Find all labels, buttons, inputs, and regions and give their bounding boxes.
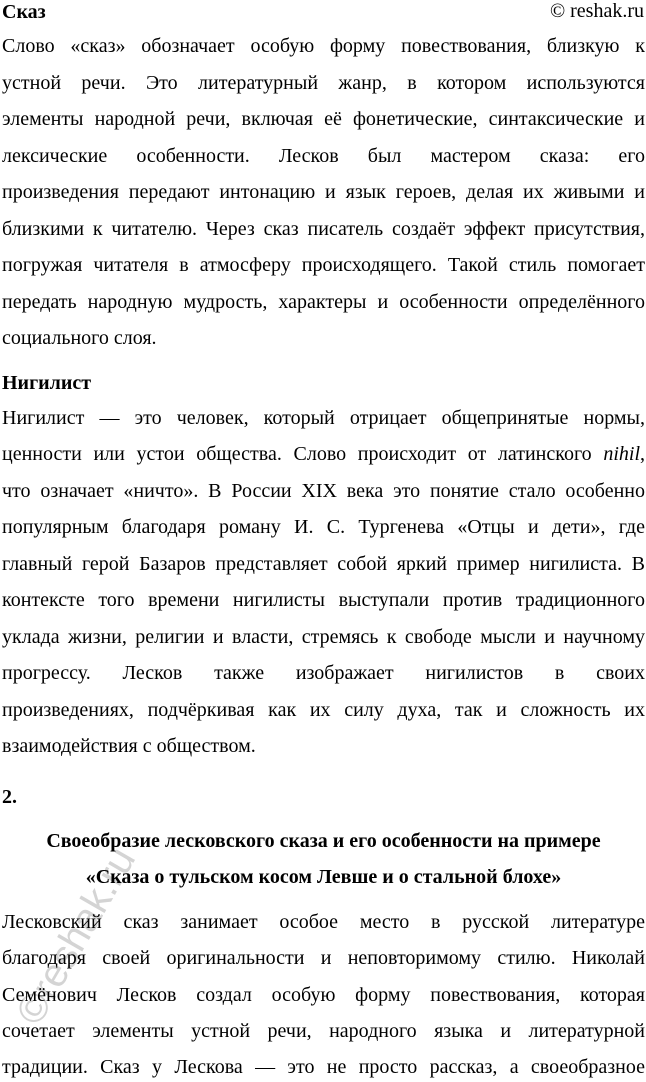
text-line: сочетает элементы устной речи, народного языка и литературной: [2, 1020, 645, 1042]
text-line: элементы народной речи, включая её фонетические, синтаксические и: [2, 108, 645, 130]
text-line: Слово «сказ» обозначает особую форму повествования, близкую к: [2, 35, 645, 57]
watermark: ©reshak.ru: [8, 840, 145, 1032]
text-line: погружая читателя в атмосферу происходящего. Такой стиль помогает: [2, 254, 645, 276]
copyright-notice: © reshak.ru: [549, 0, 644, 22]
section-heading-line: «Сказа о тульском косом Левше и о стальной блохе»: [85, 866, 562, 888]
text-line: произведениях, подчёркивая как их силу духа, так и сложность их: [2, 699, 645, 721]
section-number: 2.: [2, 786, 17, 808]
section-heading-line: Своеобразие лесковского сказа и его особенности на примере: [46, 830, 601, 852]
text-line: Нигилист — это человек, который отрицает общепринятые нормы,: [2, 407, 645, 429]
text-line: лексические особенности. Лесков был мастером сказа: его: [2, 145, 645, 167]
text-line: традиции. Сказ у Лескова — это не просто рассказ, а своеобразное: [2, 1056, 645, 1078]
text-line: близкими к читателю. Через сказ писатель создаёт эффект присутствия,: [2, 218, 645, 240]
text-line: уклада жизни, религии и власти, стремясь к свободе мысли и научному: [2, 626, 645, 648]
text-line: произведения передают интонацию и язык героев, делая их живыми и: [2, 181, 645, 203]
text-segment: ,: [640, 443, 645, 465]
text-line: прогрессу. Лесков также изображает нигилистов в своих: [2, 662, 645, 684]
text-line: главный герой Базаров представляет собой яркий пример нигилиста. В: [2, 553, 645, 575]
text-line: устной речи. Это литературный жанр, в котором используются: [2, 72, 645, 94]
text-line: передать народную мудрость, характеры и особенности определённого: [2, 291, 645, 313]
section-title-skaz: Сказ: [2, 1, 46, 23]
text-line: Семёнович Лесков создал особую форму повествования, которая: [2, 984, 645, 1006]
section-title-nihilist: Нигилист: [2, 372, 92, 394]
text-segment: ценности или устои общества. Слово происходит от латинского: [2, 443, 604, 465]
text-line: что означает «ничто». В России XIX века это понятие стало особенно: [2, 480, 645, 502]
text-line: контексте того времени нигилисты выступали против традиционного: [2, 589, 645, 611]
latin-word: nihil: [603, 443, 640, 465]
text-line: популярным благодаря роману И. С. Тургенева «Отцы и дети», где: [2, 516, 645, 538]
text-line: [2, 442, 645, 466]
text-line: социального слоя.: [2, 327, 157, 349]
text-line: Лесковский сказ занимает особое место в русской литературе: [2, 911, 645, 933]
text-line: благодаря своей оригинальности и неповторимому стилю. Николай: [2, 947, 645, 969]
text-line: взаимодействия с обществом.: [2, 735, 256, 757]
